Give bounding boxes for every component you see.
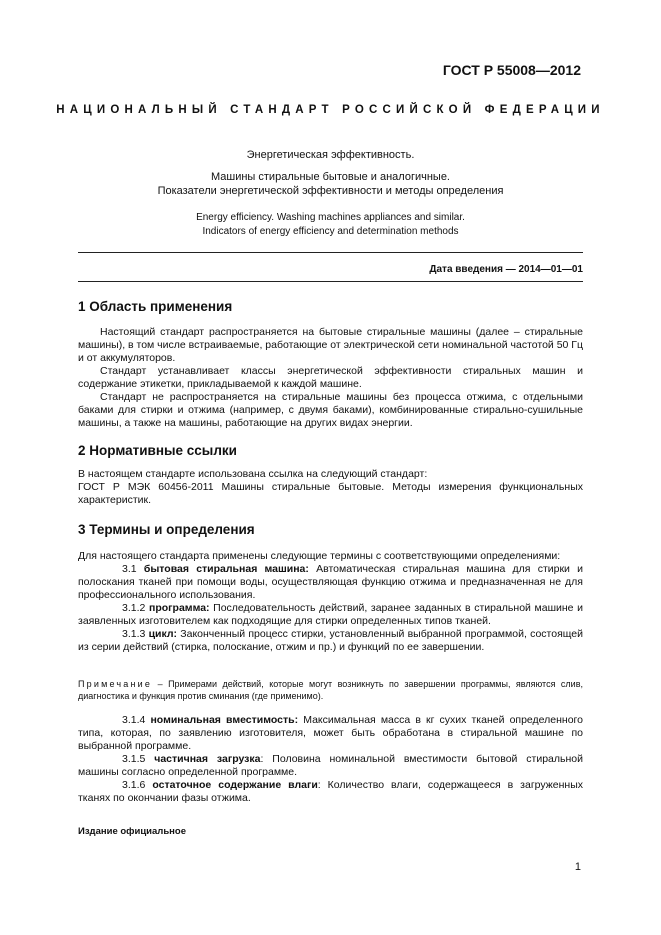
section1-paragraph-1: Настоящий стандарт распространяется на бытовые стиральные машины (далее – стиральные машины), в том числе встраиваемые, работающие от электрической сети номинальной частотой 50 Гц и от аккумуляторов. — [78, 326, 583, 364]
title-ru-line3: Показатели энергетической эффективности и методы определения — [157, 184, 504, 197]
national-standard-heading: НАЦИОНАЛЬНЫЙ СТАНДАРТ РОССИЙСКОЙ ФЕДЕРАЦИИ — [56, 104, 605, 116]
section3-terms — [78, 550, 583, 654]
section2-paragraph-1: В настоящем стандарте использована ссылка на следующий стандарт: — [78, 468, 428, 480]
section3-terms-continued — [78, 714, 583, 805]
term-3-1-number: 3.1 — [122, 563, 137, 575]
term-3-1-6-definition: : Количество влаги, содержащееся в загруженных тканях по окончании фазы отжима. — [78, 779, 583, 804]
term-3-1-definition: Автоматическая стиральная машина для стирки и полоскания тканей при помощи воды, осуществляющая функцию отжима и предназначенная не для профессионального использования. — [78, 563, 584, 601]
title-en-line1: Energy efficiency. Washing machines appliances and similar. — [196, 212, 465, 223]
title-en-line2: Indicators of energy efficiency and determination methods — [202, 225, 459, 237]
section3-heading: 3 Термины и определения — [78, 522, 255, 537]
divider-bottom — [78, 281, 583, 282]
section2-paragraph-2: ГОСТ Р МЭК 60456-2011 Машины стиральные бытовые. Методы измерения функциональных характеристик. — [78, 481, 583, 506]
term-3-1 — [78, 563, 583, 602]
section2-heading: 2 Нормативные ссылки — [78, 443, 237, 458]
term-3-1-5-term: частичная загрузка — [154, 753, 261, 765]
term-3-1-6-term: остаточное содержание влаги — [152, 779, 318, 791]
note — [78, 678, 583, 702]
section1-heading: 1 Область применения — [78, 299, 233, 314]
document-code: ГОСТ Р 55008—2012 — [442, 62, 581, 78]
term-3-1-3 — [78, 628, 583, 654]
term-3-1-4-definition: Максимальная масса в кг сухих тканей определенного типа, которая, по заявлению изготовителя, может быть обработана в стиральной машине по выбранной программе. — [78, 714, 583, 752]
term-3-1-4 — [78, 714, 583, 753]
official-edition-label: Издание официальное — [78, 826, 186, 837]
term-3-1-3-number: 3.1.3 — [122, 628, 146, 640]
term-3-1-6-number: 3.1.6 — [122, 779, 146, 791]
term-3-1-term: бытовая стиральная машина: — [143, 563, 309, 575]
term-3-1-3-definition: Законченный процесс стирки, установленный выбранной программой, состоящей из серии действий (стирка, полоскание, отжим и пр.) и функций по ее завершении. — [78, 628, 583, 653]
section1-paragraphs — [78, 326, 583, 430]
divider-top — [78, 252, 583, 253]
section2-paragraphs — [78, 468, 583, 507]
title-en-block — [60, 211, 601, 238]
term-3-1-2-definition: Последовательность действий, заранее заданных в стиральной машине и заявленных изготовителем как подходящие для стирки определенных типов тканей. — [78, 602, 584, 627]
introduction-date: Дата введения — 2014—01—01 — [429, 264, 583, 275]
term-3-1-5 — [78, 753, 583, 779]
term-3-1-6 — [78, 779, 583, 805]
term-3-1-3-term: цикл: — [148, 628, 178, 640]
note-text: – Примерами действий, которые могут возникнуть по завершении программы, являются слив, диагностика и функция против сминания (где применимо). — [78, 679, 583, 701]
term-3-1-5-definition: : Половина номинальной вместимости бытовой стиральной машины согласно определенной программе. — [78, 753, 583, 778]
title-ru-block — [60, 171, 601, 198]
term-3-1-5-number: 3.1.5 — [122, 753, 146, 765]
title-ru-line2: Машины стиральные бытовые и аналогичные. — [210, 171, 450, 183]
note-label: Примечание — [78, 679, 153, 689]
term-3-1-4-term: номинальная вместимость: — [150, 714, 299, 726]
page-number: 1 — [574, 861, 581, 873]
section3-intro: Для настоящего стандарта применены следующие термины с соответствующими определениями: — [78, 550, 561, 562]
term-3-1-2 — [78, 602, 583, 628]
title-ru-line1: Энергетическая эффективность. — [246, 149, 415, 161]
section1-paragraph-3: Стандарт не распространяется на стиральные машины без процесса отжима, с отдельными баками для стирки и отжима (например, с двумя баками), комбинированные стирально-сушильные машины, а также на машины, работающие на других видах энергии. — [78, 391, 583, 429]
section1-paragraph-2: Стандарт устанавливает классы энергетической эффективности стиральных машин и содержание этикетки, прикладываемой к каждой машине. — [78, 365, 583, 390]
term-3-1-2-number: 3.1.2 — [122, 602, 146, 614]
term-3-1-4-number: 3.1.4 — [122, 714, 146, 726]
term-3-1-2-term: программа: — [149, 602, 210, 614]
